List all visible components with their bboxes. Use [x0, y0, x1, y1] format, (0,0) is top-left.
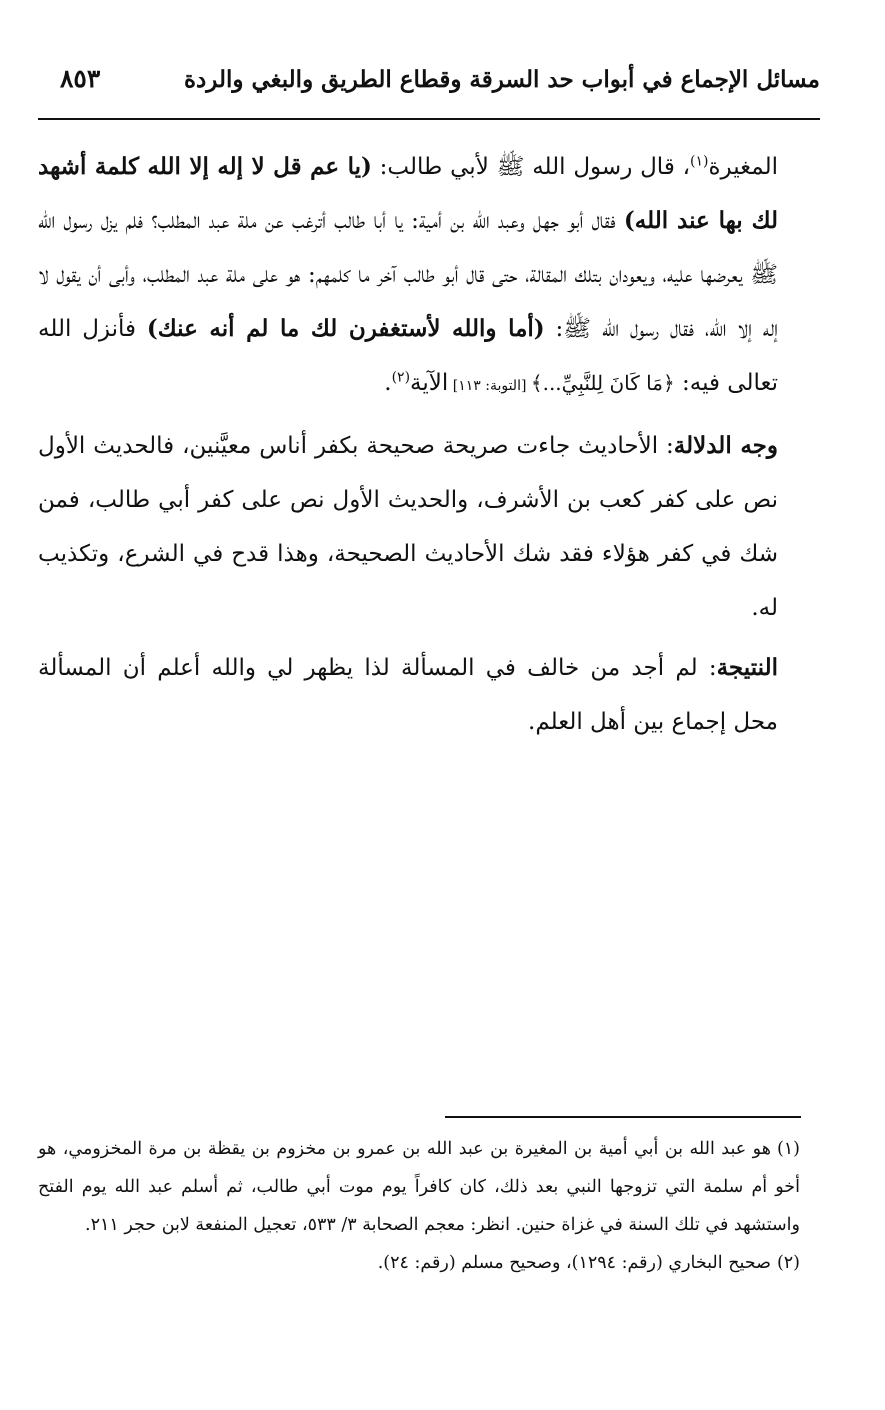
evidence-paragraph — [38, 419, 778, 635]
quran-verse: ﴿مَا كَانَ لِلنَّبِيِّ...﴾ — [530, 371, 675, 395]
page-number: ٨٥٣ — [60, 64, 101, 93]
text-run: فقال أبو جهل وعبد الله بن أمية: يا أبا طالب أترغب عن ملة عبد المطلب؟ فلم يزل رسول الله ﷺ يعرضها عليه، ويعودان بتلك المقالة، حتى قال أبو طالب آخر ما كلمهم: هو على ملة عبد المطلب، وأبى أن يقول لا إله إلا الله، فقال رسول الله ﷺ: — [38, 208, 778, 342]
footnote-1 — [38, 1130, 800, 1244]
main-text — [38, 140, 778, 749]
text-run: الآية — [410, 370, 449, 396]
footnote-number: (١) — [776, 1139, 800, 1159]
evidence-label: وجه الدلالة — [673, 432, 778, 459]
footnote-ref-2[interactable]: (٢) — [391, 369, 411, 386]
hadith-quote: (يا عم قل لا إله إلا الله كلمة أشهد لك بها عند الله) — [38, 153, 778, 234]
text-run: المغيرة — [708, 154, 778, 180]
footnote-2 — [38, 1244, 800, 1282]
footnote-number: (٢) — [776, 1253, 800, 1273]
footnote-ref-1[interactable]: (١) — [690, 153, 709, 170]
verse-reference: [التوبة: ١١٣] — [448, 378, 531, 394]
footnotes — [38, 1130, 800, 1282]
footnote-text: هو عبد الله بن أبي أمية بن المغيرة بن عبد الله بن عمرو بن مخزوم بن يقظة بن مرة المخزومي، هو أخو أم سلمة التي تزوجها النبي بعد ذلك، كان كافراً يوم موت أبي طالب، ثم أسلم عبد الله يوم الفتح واستشهد في تلك السنة في غزاة حنين. انظر: معجم الصحابة ٣/ ٥٣٣، تعجيل المنفعة لابن حجر ٢١١. — [38, 1139, 800, 1235]
running-title: مسائل الإجماع في أبواب حد السرقة وقطاع الطريق والبغي والردة — [183, 66, 820, 93]
page-header — [38, 58, 820, 108]
text-run: فأنزل الله تعالى فيه: — [38, 316, 778, 396]
text-run: ، قال رسول الله ﷺ لأبي طالب: — [371, 154, 691, 180]
conclusion-paragraph — [38, 641, 778, 749]
footnote-text: صحيح البخاري (رقم: ١٢٩٤)، وصحيح مسلم (رقم: ٢٤). — [377, 1253, 771, 1273]
conclusion-label: النتيجة — [716, 654, 778, 681]
evidence-text: : الأحاديث جاءت صريحة صحيحة بكفر أناس معيَّنين، فالحديث الأول نص على كفر كعب بن الأشرف، والحديث الأول نص على كفر أبي طالب، فمن شك في كفر هؤلاء فقد شك الأحاديث الصحيحة، وهذا قدح في الشرع، وتكذيب له. — [38, 433, 778, 621]
footnote-separator — [445, 1116, 801, 1118]
hadith-quote: (أما والله لأستغفرن لك ما لم أنه عنك) — [146, 315, 545, 342]
conclusion-text: : لم أجد من خالف في المسألة لذا يظهر لي والله أعلم أن المسألة محل إجماع بين أهل العلم. — [38, 655, 778, 735]
header-rule — [38, 118, 820, 120]
text-run: . — [384, 370, 392, 396]
hadith-paragraph — [38, 140, 778, 413]
